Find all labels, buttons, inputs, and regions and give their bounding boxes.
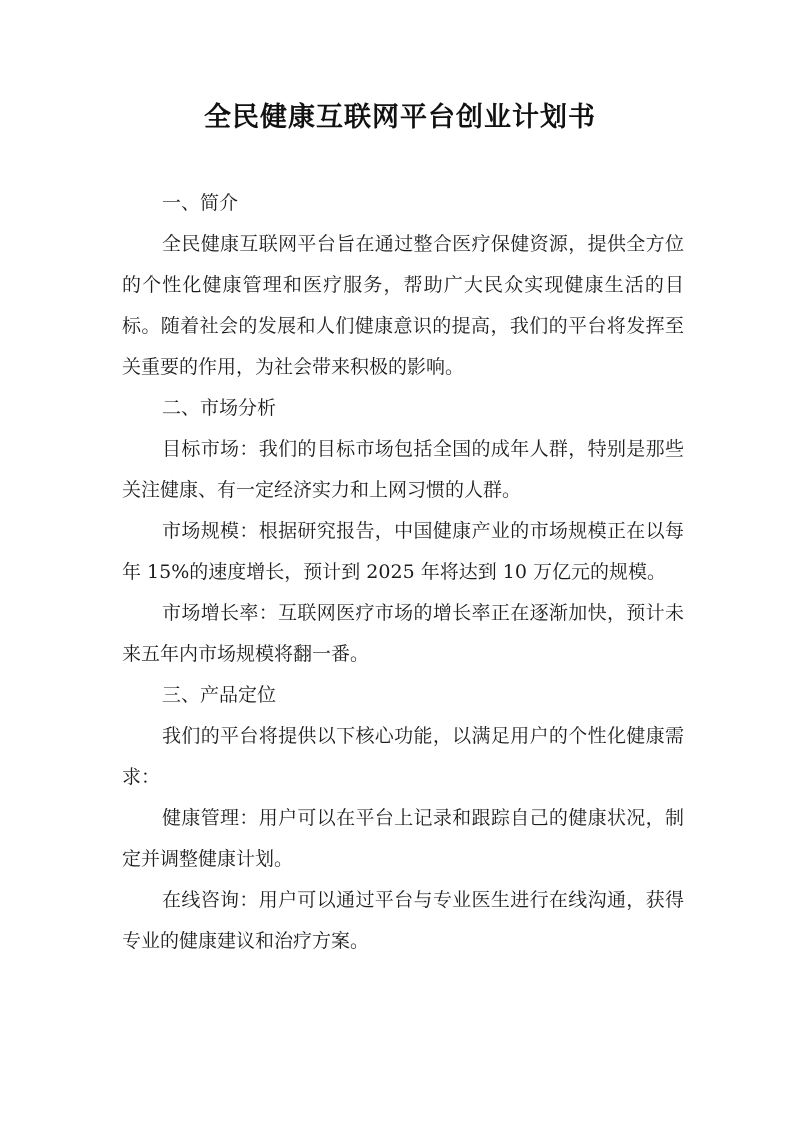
paragraph-target-market: 目标市场：我们的目标市场包括全国的成年人群，特别是那些关注健康、有一定经济实力和上网习惯的人群。 (122, 438, 684, 501)
document-title: 全民健康互联网平台创业计划书 (204, 102, 596, 133)
paragraph-intro: 全民健康互联网平台旨在通过整合医疗保健资源，提供全方位的个性化健康管理和医疗服务，帮助广大民众实现健康生活的目标。随着社会的发展和人们健康意识的提高，我们的平台将发挥至关重要的作用，为社会带来积极的影响。 (122, 233, 684, 378)
paragraph-health-management: 健康管理：用户可以在平台上记录和跟踪自己的健康状况，制定并调整健康计划。 (122, 807, 684, 870)
paragraph-core-features: 我们的平台将提供以下核心功能，以满足用户的个性化健康需求： (122, 725, 684, 788)
paragraph-market-growth: 市场增长率：互联网医疗市场的增长率正在逐渐加快，预计未来五年内市场规模将翻一番。 (122, 602, 684, 665)
paragraph-market-size: 市场规模：根据研究报告，中国健康产业的市场规模正在以每年 15%的速度增长，预计到 2025 年将达到 10 万亿元的规模。 (122, 520, 684, 583)
section-heading-product-positioning: 三、产品定位 (162, 684, 277, 706)
section-heading-intro: 一、简介 (162, 192, 239, 214)
section-heading-market-analysis: 二、市场分析 (162, 397, 277, 419)
document-body (122, 183, 684, 962)
paragraph-online-consultation: 在线咨询：用户可以通过平台与专业医生进行在线沟通，获得专业的健康建议和治疗方案。 (122, 889, 684, 952)
